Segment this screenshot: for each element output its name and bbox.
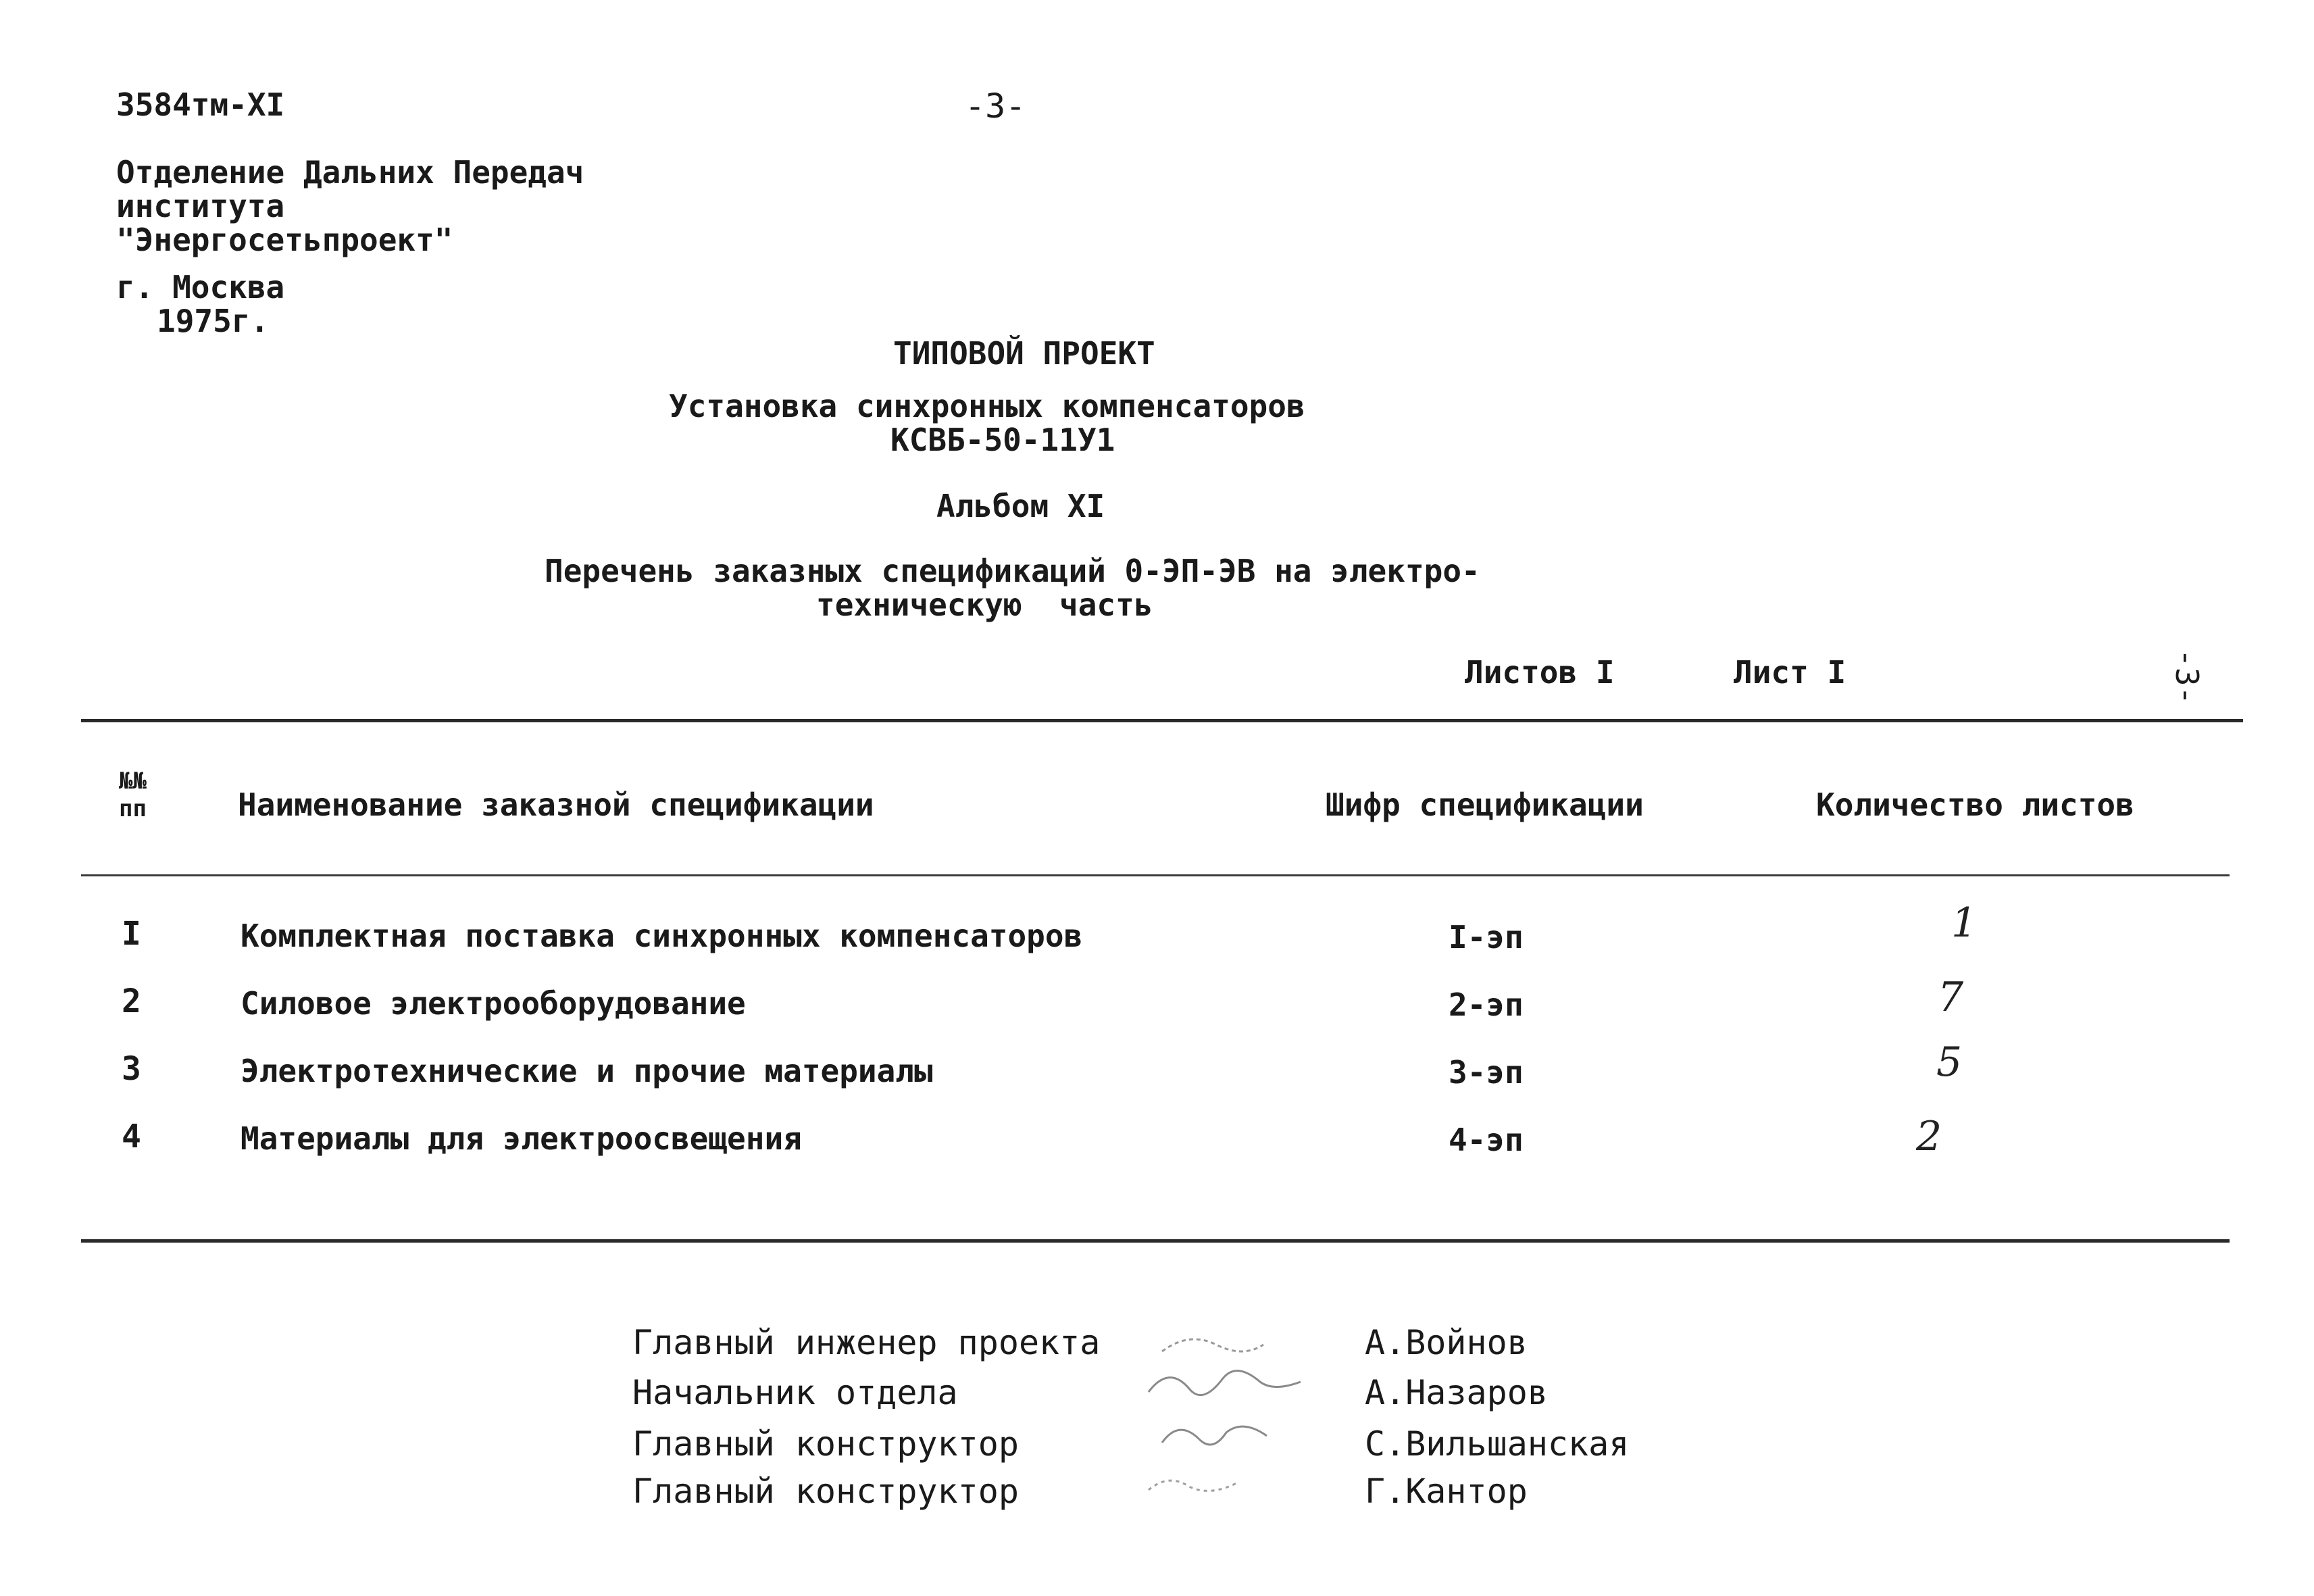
table-header-rule <box>81 874 2230 876</box>
table-top-rule <box>81 719 2243 722</box>
list-title-line-2: техническую часть <box>816 587 1153 623</box>
sig-1-name: А.Войнов <box>1365 1323 1528 1362</box>
header-count: Количество листов <box>1816 787 2134 823</box>
org-line-3: "Энергосетьпроект" <box>116 222 453 258</box>
row-2-count: 7 <box>1938 974 1964 1021</box>
row-1-num: I <box>122 915 141 953</box>
sig-2-role: Начальник отдела <box>632 1373 958 1412</box>
row-4-code: 4-эп <box>1449 1122 1524 1158</box>
sig-4-name: Г.Кантор <box>1365 1472 1528 1511</box>
row-3-code: 3-эп <box>1449 1054 1524 1091</box>
sheets-total: Листов I <box>1465 654 1615 691</box>
list-title-line-1: Перечень заказных спецификаций 0-ЭП-ЭВ на электро- <box>545 553 1480 589</box>
header-code: Шифр спецификации <box>1326 787 1644 823</box>
row-2-name: Силовое электрооборудование <box>241 985 746 1022</box>
org-line-1: Отделение Дальних Передач <box>116 154 584 191</box>
row-1-code: I-эп <box>1449 919 1524 955</box>
sig-3-name: С.Вильшанская <box>1365 1424 1630 1464</box>
project-title: ТИПОВОЙ ПРОЕКТ <box>893 335 1155 372</box>
org-city: г. Москва <box>116 269 285 305</box>
row-4-count: 2 <box>1916 1113 1942 1160</box>
sig-4-role: Главный конструктор <box>632 1472 1019 1511</box>
sig-1-role: Главный инженер проекта <box>632 1323 1101 1362</box>
row-2-num: 2 <box>122 982 141 1020</box>
album-title: Альбом XI <box>936 488 1105 524</box>
sheet-current: Лист I <box>1734 654 1846 691</box>
org-year: 1975г. <box>157 303 270 339</box>
side-page-mark: -3- <box>2169 649 2205 705</box>
document-code: 3584тм-XI <box>116 86 285 123</box>
row-2-code: 2-эп <box>1449 987 1524 1023</box>
row-1-count: 1 <box>1951 899 1978 947</box>
row-3-count: 5 <box>1936 1039 1963 1086</box>
row-3-name: Электротехнические и прочие материалы <box>241 1053 933 1089</box>
header-num: №№ пп <box>119 768 147 822</box>
row-1-name: Комплектная поставка синхронных компенсаторов <box>241 918 1083 954</box>
row-3-num: 3 <box>122 1050 141 1088</box>
sig-2-name: А.Назаров <box>1365 1373 1548 1412</box>
table-bottom-rule <box>81 1239 2230 1243</box>
header-name: Наименование заказной спецификации <box>238 787 874 823</box>
sig-3-role: Главный конструктор <box>632 1424 1019 1464</box>
row-4-num: 4 <box>122 1118 141 1155</box>
org-line-2: института <box>116 188 285 224</box>
handwritten-signatures <box>1135 1318 1358 1520</box>
project-subtitle-2: КСВБ-50-11У1 <box>890 422 1115 458</box>
page-number: -3- <box>965 86 1026 126</box>
project-subtitle-1: Установка синхронных компенсаторов <box>669 388 1305 424</box>
row-4-name: Материалы для электроосвещения <box>241 1120 802 1157</box>
